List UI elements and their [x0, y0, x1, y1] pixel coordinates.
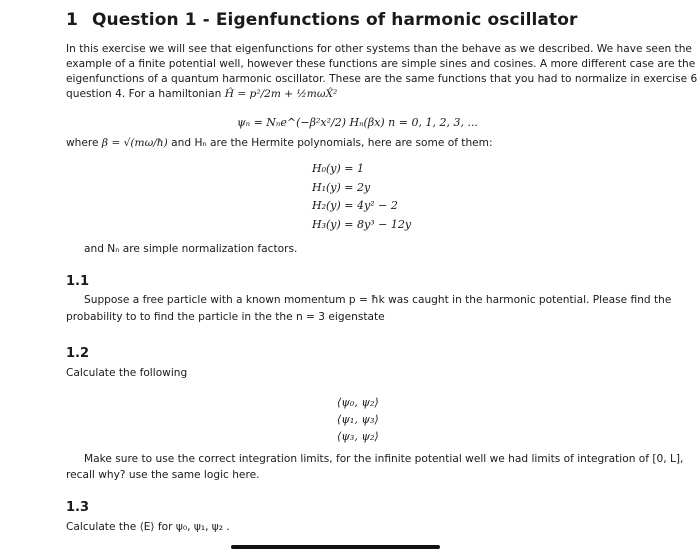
intro-paragraph — [66, 42, 698, 102]
intro-line-2: example of a finite potential well, however these functions are simple sines and cosines. A more different case are the — [66, 58, 696, 70]
intro-line-3: eigenfunctions of a quantum harmonic oscillator. These are the same functions that you had to normalize in exercise 6 — [66, 73, 698, 85]
home-indicator-bar[interactable] — [231, 545, 440, 549]
beta-definition-line: where β = √(mω/ħ) and Hₙ are the Hermite polynomials, here are some of them: — [66, 137, 493, 149]
hermite-polynomial-list — [312, 160, 411, 234]
inner-product-3-2: ⟨ψ₃, ψ₂⟩ — [337, 430, 379, 443]
intro-line-4 — [66, 87, 654, 102]
subsection-1-2-heading: 1.2 — [66, 346, 90, 361]
subsection-1-1-heading: 1.1 — [66, 274, 90, 289]
inner-product-0-2: ⟨ψ₀, ψ₂⟩ — [337, 396, 379, 409]
hermite-h2: H₂(y) = 4y² − 2 — [312, 199, 398, 212]
subsection-1-1-text-1: Suppose a free particle with a known momentum p = ħk was caught in the harmonic potential. Please find the — [84, 294, 672, 306]
beta-definition: β = √(mω/ħ) — [101, 137, 168, 149]
hermite-h3: H₃(y) = 8y³ − 12y — [312, 217, 412, 231]
subsection-1-2-intro: Calculate the following — [66, 367, 188, 379]
hermite-h1: H₁(y) = 2y — [312, 180, 371, 194]
inner-product-1-3: ⟨ψ₁, ψ₃⟩ — [337, 413, 379, 426]
subsection-1-1-text-2: probability to to find the particle in the the n = 3 eigenstate — [66, 311, 385, 323]
section-title: Question 1 - Eigenfunctions of harmonic oscillator — [91, 10, 578, 30]
wavefunction-equation: ψₙ = Nₙe^(−β²x²/2) Hₙ(βx) n = 0, 1, 2, 3, ... — [237, 116, 478, 129]
normalization-note: and Nₙ are simple normalization factors. — [84, 243, 298, 255]
hermite-h0: H₀(y) = 1 — [312, 162, 365, 175]
intro-line-1: In this exercise we will see that eigenfunctions for other systems than the behave as we described. We have seen the — [66, 43, 692, 55]
section-number: 1 — [66, 10, 78, 30]
inner-product-list — [337, 394, 379, 445]
subsection-1-2-note-1: Make sure to use the correct integration limits, for the infinite potential well we had limits of integration of [0, L], — [84, 453, 684, 465]
subsection-1-3-text: Calculate the ⟨E⟩ for ψ₀, ψ₁, ψ₂ . — [66, 521, 230, 533]
subsection-1-2-note-2: recall why? use the same logic here. — [66, 469, 260, 481]
intro-line-4-text: question 4. For a hamiltonian — [66, 88, 222, 100]
section-heading — [66, 10, 578, 30]
subsection-1-3-heading: 1.3 — [66, 500, 90, 515]
hamiltonian-equation: Ĥ = p²/2m + ½mωX̂² — [224, 88, 338, 100]
